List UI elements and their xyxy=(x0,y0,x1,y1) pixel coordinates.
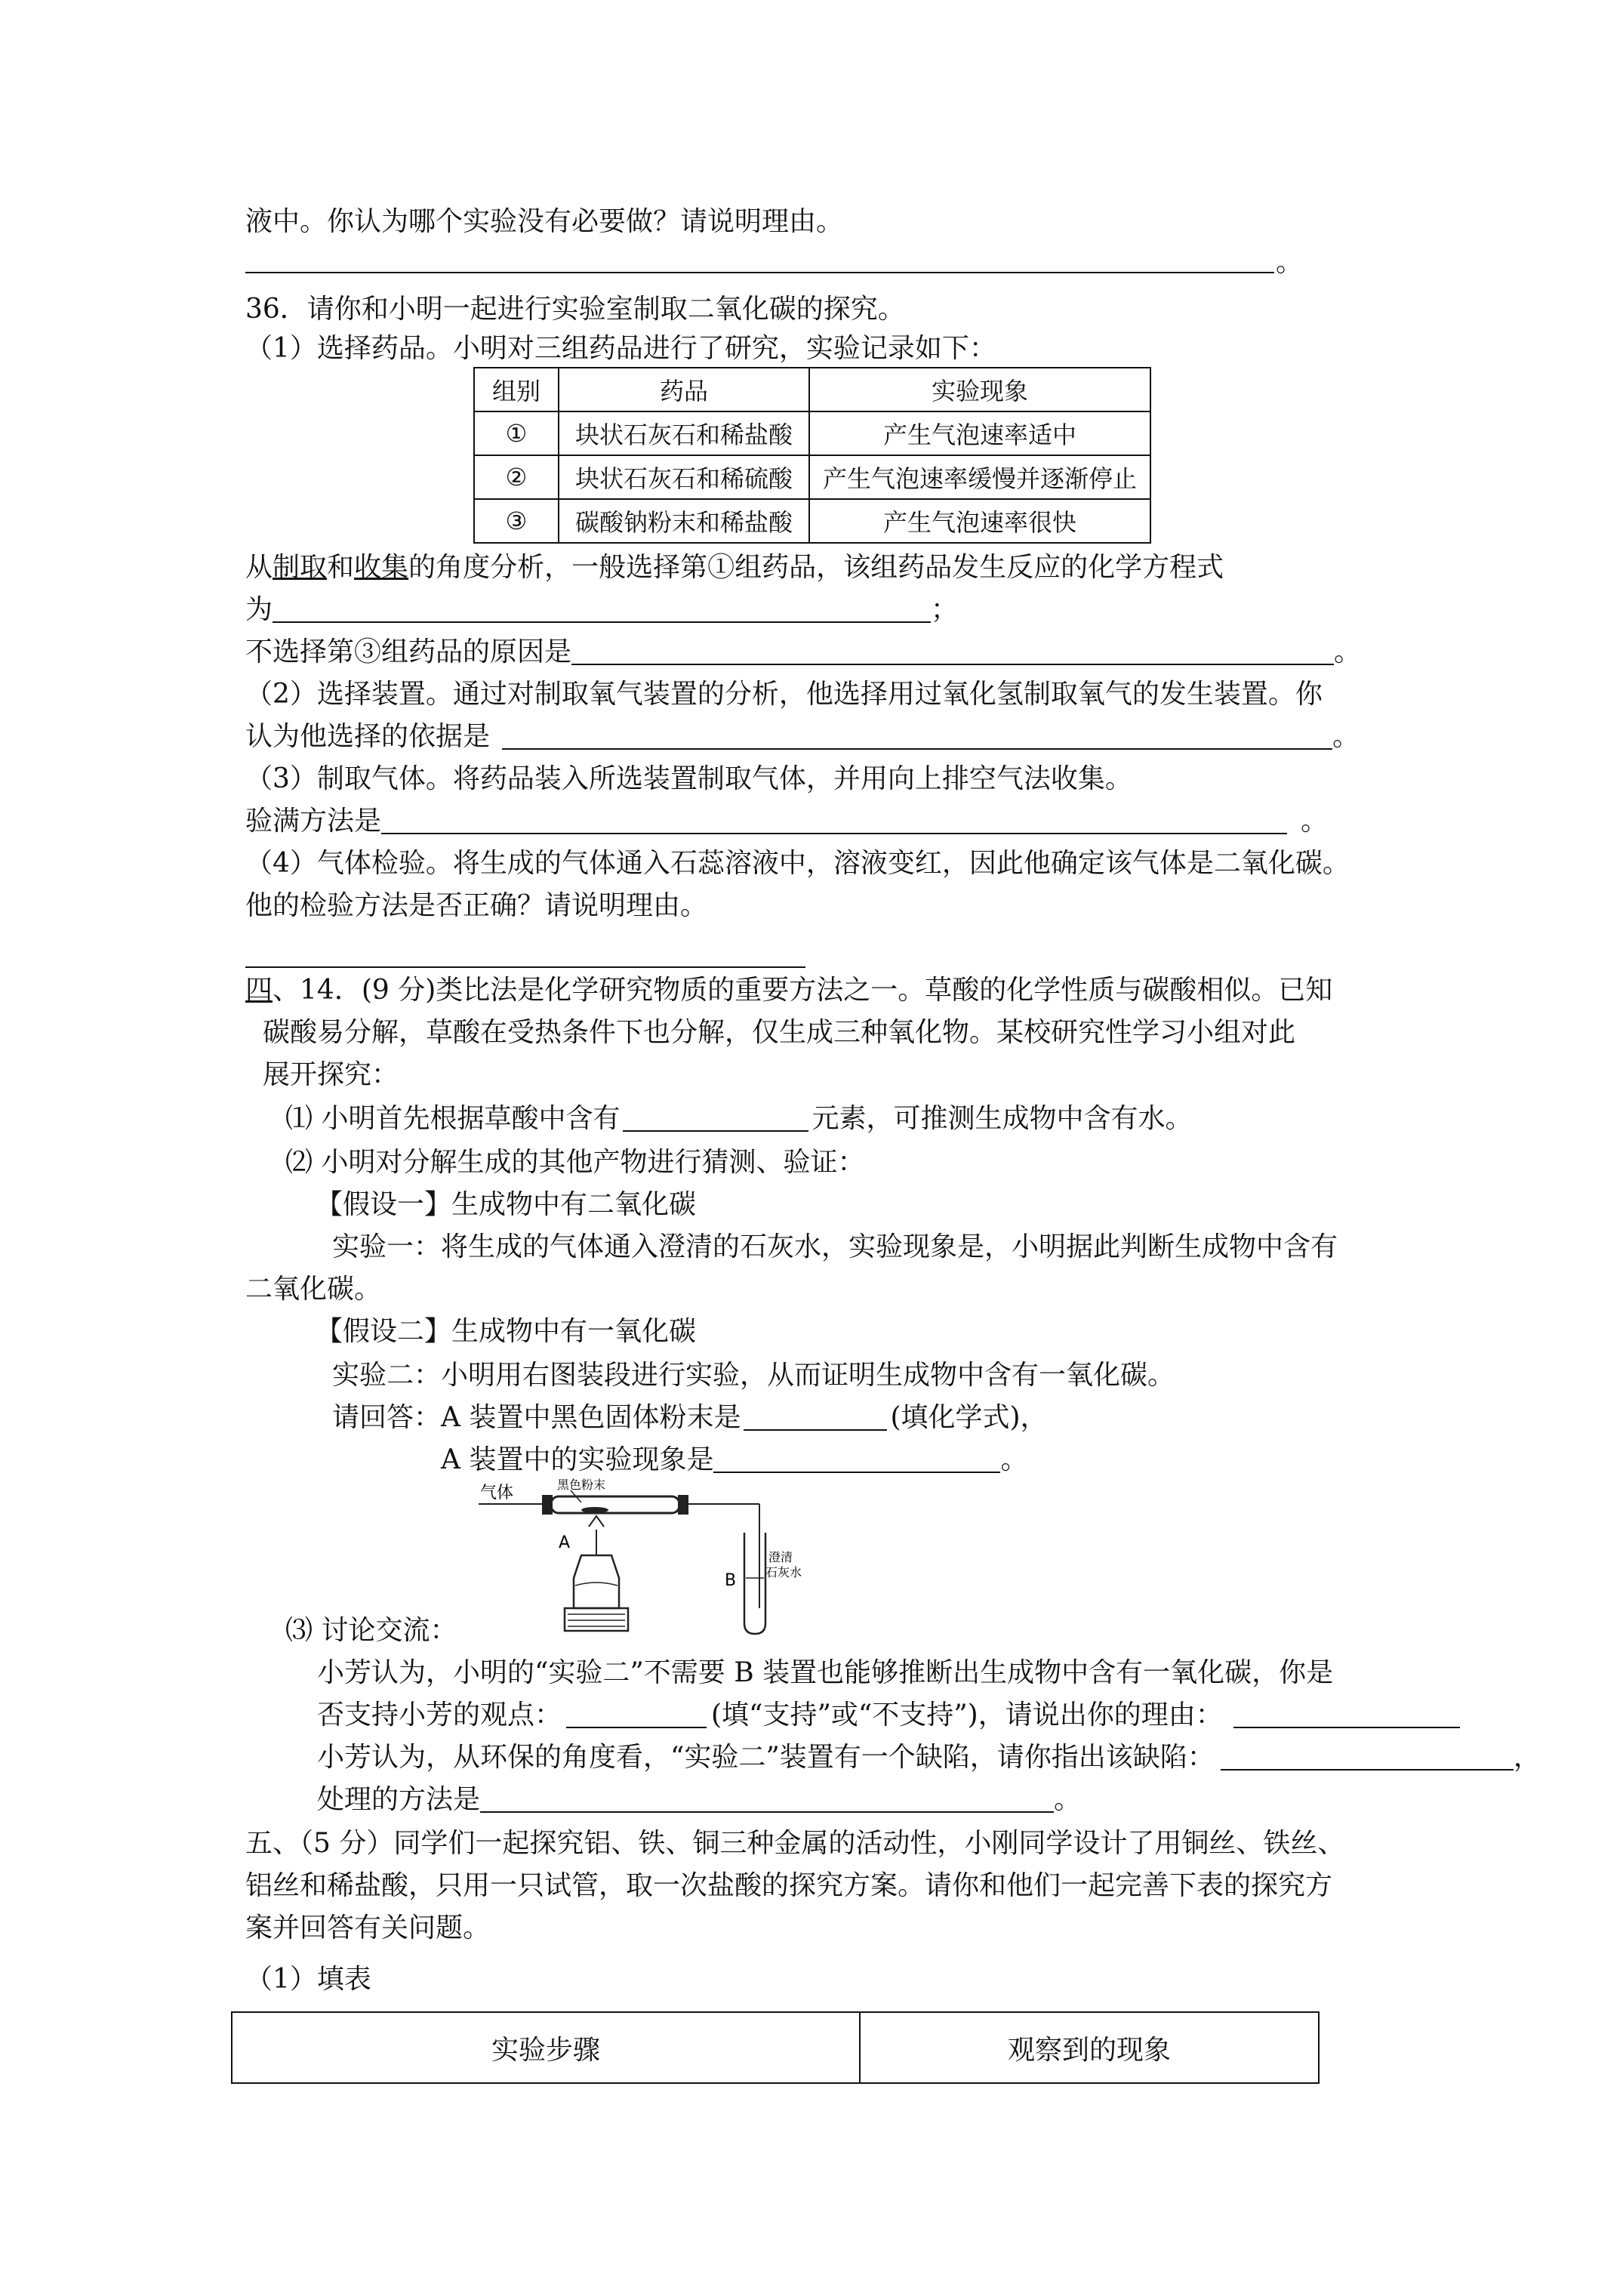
hypothesis-one: 【假设一】生成物中有二氧化碳 xyxy=(316,1189,697,1220)
answer-blank[interactable] xyxy=(245,272,1274,273)
text: 认为他选择的依据是 xyxy=(245,721,491,752)
text: 从 xyxy=(245,552,273,583)
stand-hatching xyxy=(568,1614,625,1626)
underlined-word: 制取 xyxy=(273,552,328,583)
table-cell: 碳酸钠粉末和稀盐酸 xyxy=(559,499,809,543)
part3-line xyxy=(245,805,1328,838)
part2-blank[interactable] xyxy=(502,723,1332,750)
text: 处理的方法是 xyxy=(317,1784,481,1815)
text: (填化学式)， xyxy=(890,1402,1048,1433)
q36-part1: （1）选择药品。小明对三组药品进行了研究，实验记录如下： xyxy=(245,333,996,364)
q14-step2: ⑵ 小明对分解生成的其他产物进行猜测、验证： xyxy=(285,1147,865,1178)
figure-label-lime1: 澄清 xyxy=(768,1550,793,1564)
text: 。 xyxy=(1334,636,1362,667)
experiment-one: 实验一：将生成的气体通入澄清的石灰水，实验现象是，小明据此判断生成物中含有 xyxy=(332,1231,1338,1262)
text: ⑴ 小明首先根据草酸中含有 xyxy=(285,1103,621,1134)
reagent-table xyxy=(473,367,1151,544)
answer-line1 xyxy=(332,1401,1048,1435)
reason3-line xyxy=(245,636,1361,669)
q5-line2: 铝丝和稀盐酸，只用一只试管，取一次盐酸的探究方案。请你和他们一起完善下表的探究方 xyxy=(245,1870,1333,1901)
text: A 装置中的实验现象是 xyxy=(441,1444,714,1475)
table-header-row xyxy=(232,2012,1319,2083)
q36-title: 36．请你和小明一起进行实验室制取二氧化碳的探究。 xyxy=(245,294,905,325)
text: 和 xyxy=(327,552,355,583)
discussion-line1: 小芳认为，小明的“实验二”不需要 B 装置也能够推断出生成物中含有一氧化碳，你是 xyxy=(317,1657,1334,1688)
table-cell: 块状石灰石和稀盐酸 xyxy=(559,411,809,455)
q14-line2: 碳酸易分解，草酸在受热条件下也分解，仅生成三种氧化物。某校研究性学习小组对此 xyxy=(263,1017,1296,1048)
q36-part4b: 他的检验方法是否正确？请说明理由。 xyxy=(245,890,708,921)
table-header: 组别 xyxy=(474,368,559,411)
figure-label-a: A xyxy=(559,1533,571,1552)
reaction-tube xyxy=(551,1496,679,1513)
table-cell: 产生气泡速率适中 xyxy=(809,411,1150,455)
exploration-table xyxy=(231,2011,1320,2084)
table-cell: ② xyxy=(474,455,559,499)
text: 请回答：A 装置中黑色固体粉末是 xyxy=(332,1402,741,1433)
prev-question-line: 液中。你认为哪个实验没有必要做？请说明理由。 xyxy=(245,206,844,237)
alcohol-lamp xyxy=(574,1555,619,1608)
text: 。 xyxy=(1054,1784,1082,1815)
table-cell: ③ xyxy=(474,499,559,543)
table-row xyxy=(474,455,1150,499)
lamp-liquid xyxy=(575,1583,617,1586)
q5-line3: 案并回答有关问题。 xyxy=(245,1912,491,1943)
q14-line3: 展开探究： xyxy=(263,1059,399,1090)
q14-step1 xyxy=(285,1102,1192,1136)
q36-part2: （2）选择装置。通过对制取氧气装置的分析，他选择用过氧化氢制取氧气的发生装置。你 xyxy=(245,679,1323,710)
stopper-right xyxy=(678,1495,688,1515)
defect-blank[interactable] xyxy=(1221,1743,1514,1771)
phenomenon-blank[interactable] xyxy=(713,1446,1000,1473)
underlined-word: 收集 xyxy=(354,552,409,583)
equation-line xyxy=(245,593,958,627)
q36-analysis xyxy=(245,551,1224,584)
black-powder xyxy=(581,1507,608,1513)
table-header: 观察到的现象 xyxy=(860,2012,1319,2083)
punctuation: 。 xyxy=(1276,247,1304,278)
table-header-row xyxy=(474,368,1150,411)
equation-blank[interactable] xyxy=(273,596,931,623)
experiment-two: 实验二：小明用右图装段进行实验，从而证明生成物中含有一氧化碳。 xyxy=(332,1360,1175,1391)
figure-label-top: 黑色粉末 xyxy=(557,1478,606,1492)
support-blank[interactable] xyxy=(566,1701,707,1728)
figure-label-b: B xyxy=(725,1571,737,1590)
discussion-line4 xyxy=(317,1783,1081,1817)
text: 不选择第③组药品的原因是 xyxy=(245,636,572,667)
text: 为 xyxy=(245,594,273,625)
discussion-line3 xyxy=(317,1741,1541,1774)
table-header: 实验步骤 xyxy=(232,2012,860,2083)
table-cell: 产生气泡速率很快 xyxy=(809,499,1150,543)
q36-part3: （3）制取气体。将药品装入所选装置制取气体，并用向上排空气法收集。 xyxy=(245,763,1132,794)
text: 元素，可推测生成物中含有水。 xyxy=(812,1103,1193,1134)
part2-line xyxy=(245,720,1360,754)
hypothesis-two: 【假设二】生成物中有一氧化碳 xyxy=(316,1316,697,1347)
q5-part1: （1）填表 xyxy=(245,1964,371,1995)
text: 。 xyxy=(1301,806,1329,837)
text: 小芳认为，从环保的角度看，“实验二”装置有一个缺陷，请你指出该缺陷： xyxy=(317,1742,1215,1773)
lamp-stand xyxy=(565,1608,628,1631)
text: ， xyxy=(1513,1742,1541,1773)
table-row xyxy=(474,411,1150,455)
table-row xyxy=(474,499,1150,543)
table-cell: 产生气泡速率缓慢并逐渐停止 xyxy=(809,455,1150,499)
text: 否支持小芳的观点： xyxy=(317,1700,562,1730)
q5-line1: 五、（5 分）同学们一起探究铝、铁、铜三种金属的活动性，小刚同学设计了用铜丝、铁丝、 xyxy=(245,1828,1345,1859)
experiment-one-cont: 二氧化碳。 xyxy=(245,1274,382,1305)
q14-line1 xyxy=(245,974,1332,1007)
element-blank[interactable] xyxy=(623,1105,808,1132)
part3-blank[interactable] xyxy=(381,807,1287,834)
flame xyxy=(589,1516,604,1527)
text: 验满方法是 xyxy=(245,806,382,837)
text: 。 xyxy=(1000,1444,1028,1475)
table-cell: ① xyxy=(474,411,559,455)
q14-step3: ⑶ 讨论交流： xyxy=(285,1615,457,1646)
text: ； xyxy=(931,594,959,625)
table-header: 药品 xyxy=(559,368,809,411)
answer-line2 xyxy=(441,1444,1027,1477)
discussion-line2 xyxy=(317,1699,1460,1732)
apparatus-figure xyxy=(476,1478,802,1638)
table-cell: 块状石灰石和稀硫酸 xyxy=(559,455,809,499)
section-number: 四 xyxy=(245,975,273,1006)
text: 。 xyxy=(1332,721,1360,752)
test-tube xyxy=(744,1533,765,1634)
figure-label-lime2: 石灰水 xyxy=(765,1565,802,1579)
figure-label-gas: 气体 xyxy=(480,1484,514,1502)
method-blank[interactable] xyxy=(480,1786,1054,1813)
table-header: 实验现象 xyxy=(809,368,1150,411)
reason-blank[interactable] xyxy=(1233,1701,1460,1728)
text: (填“支持”或“不支持”)，请说出你的理由： xyxy=(711,1700,1223,1730)
formula-blank[interactable] xyxy=(744,1404,887,1431)
q36-part4: （4）气体检验。将生成的气体通入石蕊溶液中，溶液变红，因此他确定该气体是二氧化碳。 xyxy=(245,848,1350,879)
text: 、14．(9 分)类比法是化学研究物质的重要方法之一。草酸的化学性质与碳酸相似。已知 xyxy=(273,975,1333,1006)
reason3-blank[interactable] xyxy=(571,638,1334,665)
text: 的角度分析，一般选择第①组药品，该组药品发生反应的化学方程式 xyxy=(408,552,1224,583)
stopper-left xyxy=(542,1495,553,1515)
part4-blank[interactable] xyxy=(245,966,805,968)
